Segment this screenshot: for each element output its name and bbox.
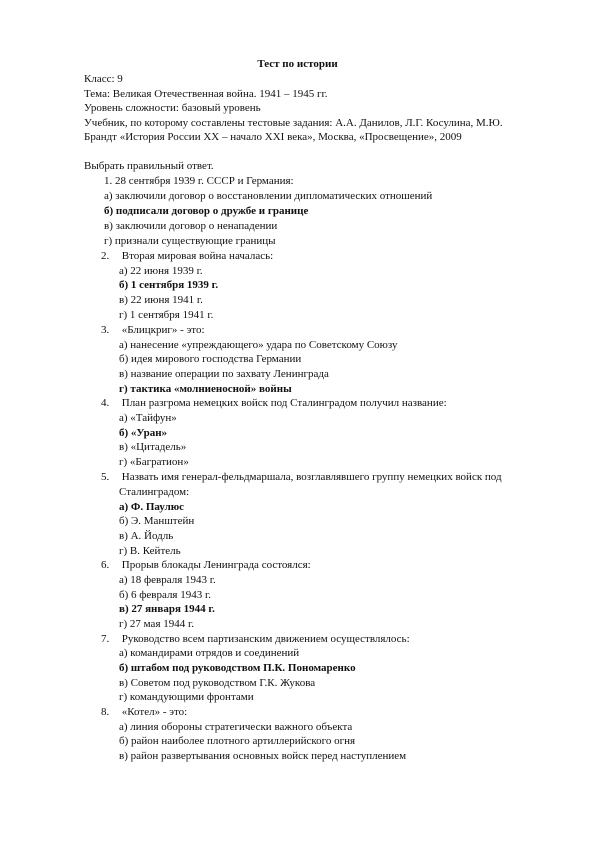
question-text: «Блицкриг» - это: (121, 324, 205, 336)
question-number: 8. (101, 706, 110, 718)
answer-option-correct: а) Ф. Паулюс (119, 501, 185, 513)
answer-option: а) «Тайфун» (119, 412, 177, 424)
textbook-line-2: Брандт «История России XX – начало XXI века», Москва, «Просвещение», 2009 (84, 131, 462, 144)
topic-line: Тема: Великая Отечественная война. 1941 – 1945 гг. (84, 87, 328, 100)
answer-option: а) нанесение «упреждающего» удара по Советскому Союзу (119, 339, 398, 351)
question-8 (101, 705, 187, 720)
question-4 (101, 396, 447, 411)
answer-option: б) 6 февраля 1943 г. (119, 589, 212, 601)
question-number: 7. (101, 633, 110, 645)
question-number: 2. (101, 250, 110, 262)
question-number: 3. (101, 324, 110, 336)
question-5 (101, 470, 502, 485)
answer-option: б) идея мирового господства Германии (119, 353, 302, 365)
answer-option: а) 22 июня 1939 г. (119, 265, 203, 277)
answer-option-correct: б) штабом под руководством П.К. Пономаренко (119, 662, 356, 674)
answer-option: в) название операции по захвату Ленинграда (119, 368, 329, 380)
level-line: Уровень сложности: базовый уровень (84, 102, 261, 115)
question-2 (101, 249, 273, 264)
document-title: Тест по истории (257, 58, 338, 70)
question-text: 28 сентября 1939 г. СССР и Германия: (115, 175, 294, 187)
answer-option-correct: б) «Уран» (119, 427, 168, 439)
answer-option: г) В. Кейтель (119, 545, 181, 557)
answer-option: а) 18 февраля 1943 г. (119, 574, 216, 586)
answer-option: а) линия обороны стратегически важного объекта (119, 721, 353, 733)
answer-option: в) «Цитадель» (119, 441, 187, 453)
answer-option: б) Э. Манштейн (119, 515, 195, 527)
answer-option: г) «Багратион» (119, 456, 189, 468)
question-number: 1. (104, 175, 113, 187)
answer-option: б) район наиболее плотного артиллерийского огня (119, 735, 356, 747)
answer-option: г) командующими фронтами (119, 691, 254, 703)
answer-option: г) признали существующие границы (104, 235, 276, 247)
instruction: Выбрать правильный ответ. (84, 160, 214, 172)
question-text: Прорыв блокады Ленинграда состоялся: (121, 559, 311, 571)
question-number: 6. (101, 559, 110, 571)
question-text-continued: Сталинградом: (119, 486, 190, 498)
answer-option: в) Советом под руководством Г.К. Жукова (119, 677, 316, 689)
question-3 (101, 323, 205, 338)
question-1 (104, 174, 294, 189)
question-number: 5. (101, 471, 110, 483)
class-line: Класс: 9 (84, 73, 123, 85)
test-metadata (84, 72, 564, 145)
answer-option-correct: б) 1 сентября 1939 г. (119, 279, 219, 291)
answer-option: г) 27 мая 1944 г. (119, 618, 195, 630)
question-7 (101, 632, 410, 647)
question-text: Руководство всем партизанским движением осуществлялось: (121, 633, 410, 645)
answer-option-correct: г) тактика «молниеносной» войны (119, 383, 292, 395)
question-text: «Котел» - это: (121, 706, 188, 718)
textbook-line-1: Учебник, по которому составлены тестовые задания: А.А. Данилов, Л.Г. Косулина, М.Ю. (84, 116, 503, 129)
answer-option: в) заключили договор о ненападении (104, 220, 278, 232)
question-text: Вторая мировая война началась: (121, 250, 274, 262)
answer-option: а) заключили договор о восстановлении дипломатических отношений (104, 190, 433, 202)
answer-option: г) 1 сентября 1941 г. (119, 309, 214, 321)
answer-option: в) район развертывания основных войск перед наступлением (119, 750, 407, 762)
question-6 (101, 558, 311, 573)
answer-option-correct: б) подписали договор о дружбе и границе (104, 205, 309, 217)
answer-option: в) А. Йодль (119, 530, 174, 542)
answer-option: в) 22 июня 1941 г. (119, 294, 203, 306)
answer-option-correct: в) 27 января 1944 г. (119, 603, 215, 615)
answer-option: а) командирами отрядов и соединений (119, 647, 300, 659)
question-text: Назвать имя генерал-фельдмаршала, возглавлявшего группу немецких войск под (121, 471, 502, 483)
question-text: План разгрома немецких войск под Сталинградом получил название: (121, 397, 447, 409)
question-number: 4. (101, 397, 110, 409)
